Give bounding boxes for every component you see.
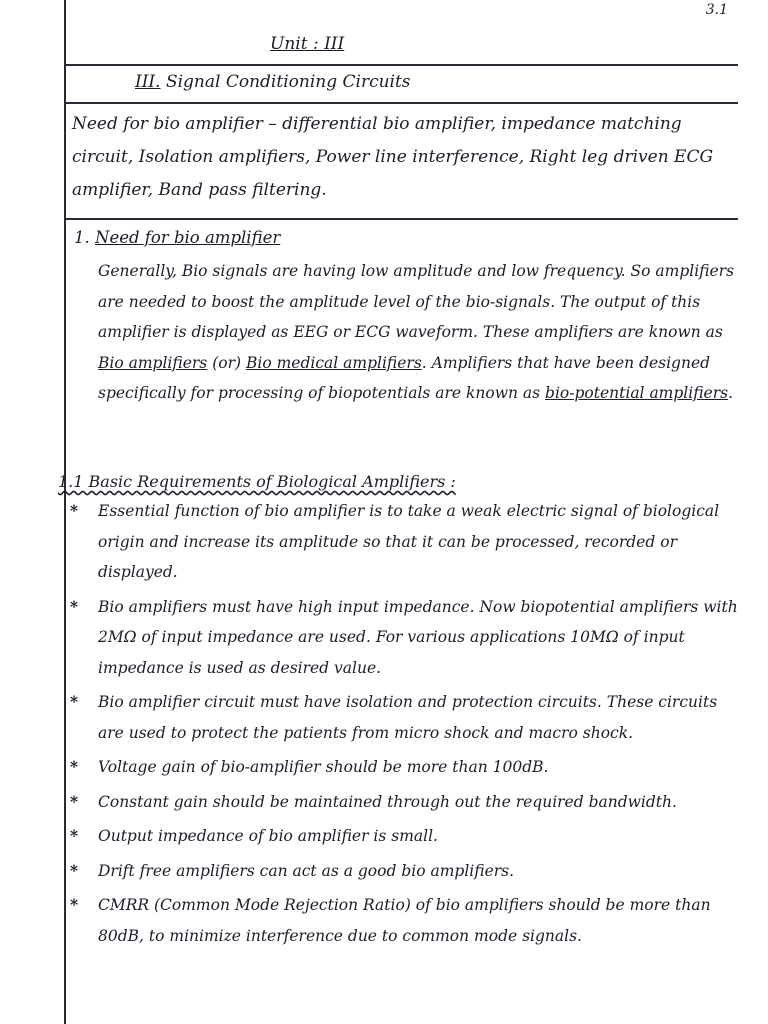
requirements-list xyxy=(70,496,746,955)
list-item-text: Bio amplifier circuit must have isolation and protection circuits. These circuits are used to protect the patients from micro shock and macro shock. xyxy=(98,693,718,742)
list-item-text: Bio amplifiers must have high input impedance. Now biopotential amplifiers with 2MΩ of input impedance are used. For various applications 10MΩ of input impedance is used as desired value. xyxy=(98,597,738,677)
list-item-text: Output impedance of bio amplifier is small. xyxy=(98,827,438,845)
divider-line xyxy=(64,102,738,104)
bullet-star: * xyxy=(70,791,79,811)
paragraph-text: (or) xyxy=(207,353,246,372)
bullet-star: * xyxy=(70,596,79,616)
chapter-title-text: Signal Conditioning Circuits xyxy=(165,72,411,92)
term-bio-medical-amplifiers: Bio medical amplifiers xyxy=(245,353,422,372)
list-item xyxy=(70,752,746,783)
margin-line xyxy=(64,0,66,1024)
list-item-text: Drift free amplifiers can act as a good bio amplifiers. xyxy=(98,861,515,880)
list-item xyxy=(70,856,746,887)
divider-line xyxy=(64,218,738,220)
chapter-title xyxy=(135,72,411,92)
list-item xyxy=(70,687,746,748)
section1-paragraph xyxy=(98,256,738,409)
section2-heading: 1.1 Basic Requirements of Biological Amplifiers : xyxy=(58,472,456,491)
list-item xyxy=(70,592,746,684)
list-item xyxy=(70,496,746,588)
paragraph-text: . xyxy=(728,384,734,402)
unit-title-text: Unit : III xyxy=(270,34,345,54)
list-item xyxy=(70,787,746,818)
bullet-star: * xyxy=(70,826,79,845)
paragraph-text: Generally, Bio signals are having low amplitude and low frequency. So amplifiers are needed to boost the amplitude level of the bio-signals. The output of this amplifier is displayed as EEG or ECG waveform. These amplifiers are known as xyxy=(98,262,735,341)
bullet-star: * xyxy=(70,501,79,520)
bullet-star: * xyxy=(70,692,79,711)
list-item-text: Voltage gain of bio-amplifier should be more than 100dB. xyxy=(98,758,549,776)
page-number: 3.1 xyxy=(705,2,728,18)
unit-title xyxy=(270,34,344,54)
term-biopotential-amplifiers: bio-potential amplifiers xyxy=(545,384,729,402)
bullet-star: * xyxy=(70,895,79,914)
list-item-text: Essential function of bio amplifier is to take a weak electric signal of biological origin and increase its amplitude so that it can be processed, recorded or displayed. xyxy=(98,502,720,581)
list-item xyxy=(70,821,746,852)
bullet-star: * xyxy=(70,860,79,880)
term-bio-amplifiers: Bio amplifiers xyxy=(98,353,208,372)
list-item-text: CMRR (Common Mode Rejection Ratio) of bio amplifiers should be more than 80dB, to minimize interference due to common mode signals. xyxy=(98,896,711,945)
syllabus-text: Need for bio amplifier – differential bio amplifier, impedance matching circuit, Isolation amplifiers, Power line interference, Right leg driven ECG amplifier, Band pass filtering. xyxy=(72,114,714,200)
bullet-star: * xyxy=(70,757,79,776)
section1-number: 1. xyxy=(74,228,90,247)
chapter-numeral: III. xyxy=(135,72,161,92)
list-item-text: Constant gain should be maintained through out the required bandwidth. xyxy=(98,792,677,811)
section1-heading-text: Need for bio amplifier xyxy=(95,228,281,247)
paragraph-text: . Amplifiers that have been designed specifically for processing of biopotentials are known as xyxy=(98,353,711,402)
section1-heading xyxy=(74,228,280,247)
list-item xyxy=(70,890,746,951)
divider-line xyxy=(64,64,738,66)
